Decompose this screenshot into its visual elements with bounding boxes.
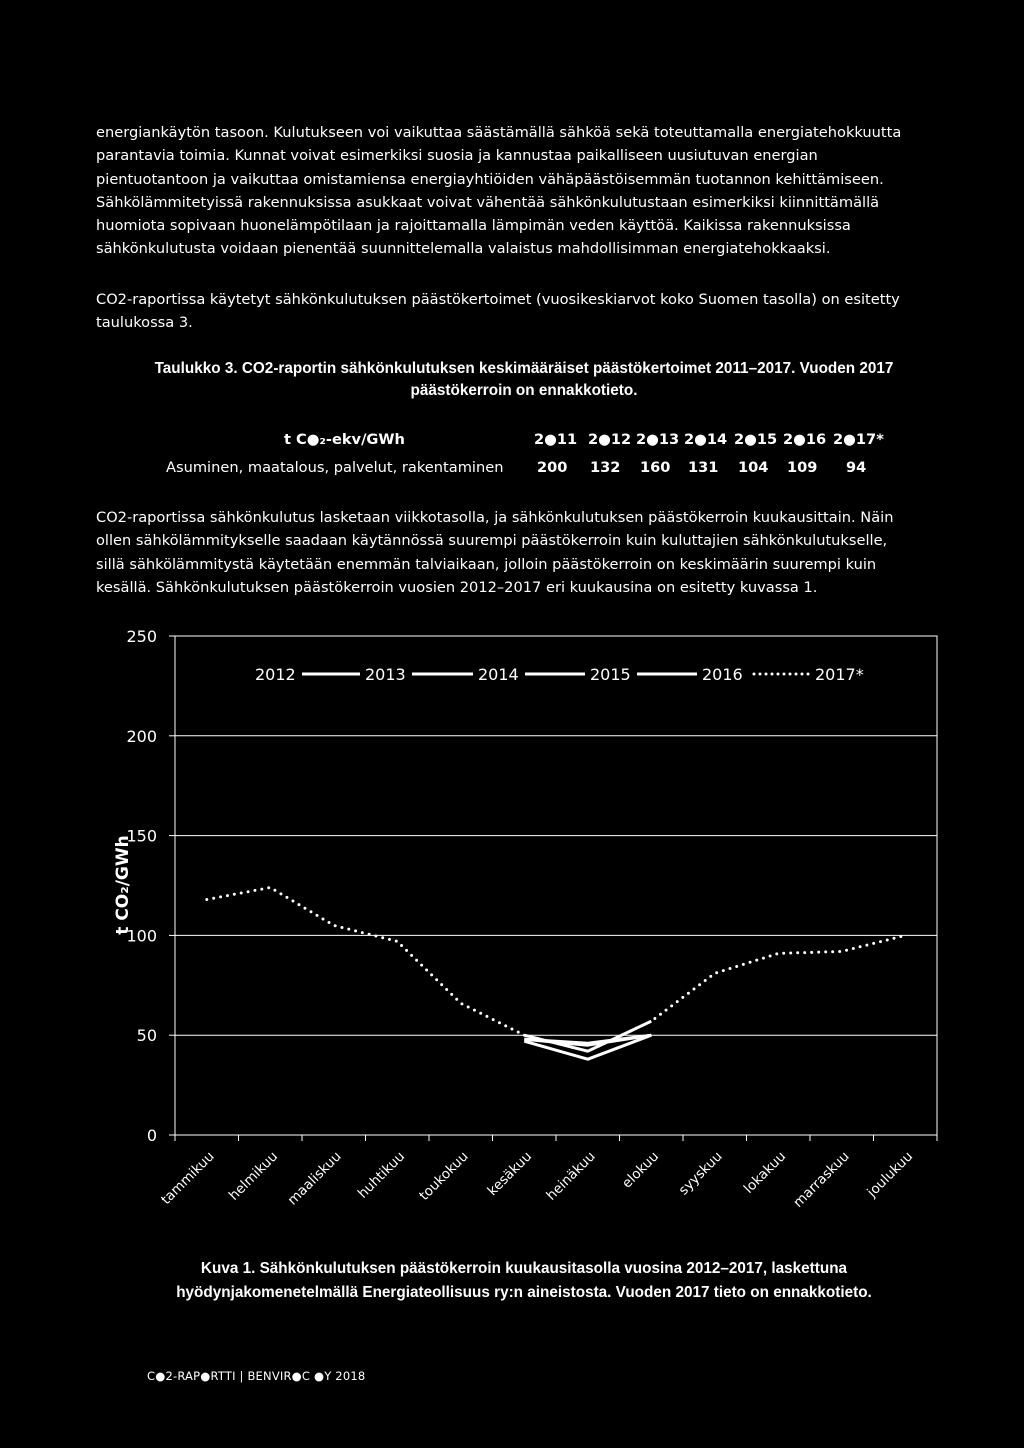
year-header: 2●16 xyxy=(783,431,827,448)
y-tick-label: 0 xyxy=(146,1126,157,1145)
caption-line: päästökerroin on ennakkotieto. xyxy=(410,382,638,399)
x-tick-label: marraskuu xyxy=(790,1148,853,1211)
x-tick-label: syyskuu xyxy=(675,1148,726,1199)
legend-label: 2012 xyxy=(255,665,296,684)
table-value: 160 xyxy=(640,459,671,476)
y-axis-label: t CO₂/GWh xyxy=(113,835,133,935)
y-tick-label: 50 xyxy=(136,1026,157,1046)
text-line: taulukossa 3. xyxy=(96,314,193,332)
x-tick-label: huhtikuu xyxy=(354,1148,409,1202)
y-tick-label: 200 xyxy=(126,726,157,746)
year-header: 2●14 xyxy=(684,431,728,448)
text-line: kesällä. Sähkönkulutuksen päästökerroin vuosien 2012–2017 eri kuukausina on esitetty kuvassa 1. xyxy=(96,578,818,596)
text-line: CO2-raportissa käytetyt sähkönkulutuksen päästökertoimet (vuosikeskiarvot koko Suomen tasolla) on esitetty xyxy=(96,291,900,308)
table-value: 94 xyxy=(846,459,867,476)
text-line: ollen sähkölämmitykselle saadaan käytännössä suurempi päästökerroin kuin kuluttajien sähkönkulutukselle, xyxy=(96,532,888,550)
table-value: 109 xyxy=(787,459,818,476)
x-tick-label: heinäkuu xyxy=(543,1148,599,1204)
text-line: CO2-raportissa sähkönkulutus lasketaan viikkotasolla, ja sähkönkulutuksen päästökerroin kuukausittain. Näin xyxy=(96,509,894,526)
caption-line: hyödynjakomenetelmällä Energiateollisuus ry:n aineistosta. Vuoden 2017 tieto on ennakkotieto. xyxy=(176,1284,872,1301)
y-tick-label: 250 xyxy=(126,627,157,646)
legend-label: 2016 xyxy=(702,665,743,684)
text-line: pientuotantoon ja vaikuttaa omistamiensa energiayhtiöiden vähäpäästöisemmän tuotannon kehittämiseen. xyxy=(96,170,884,188)
x-tick-label: lokakuu xyxy=(740,1148,790,1197)
year-header: 2●15 xyxy=(734,431,778,448)
row-label: Asuminen, maatalous, palvelut, rakentaminen xyxy=(166,459,504,476)
caption-line: Taulukko 3. CO2-raportin sähkönkulutuksen keskimääräiset päästökertoimet 2011–2017. Vuoden 2017 xyxy=(154,360,894,377)
legend-label: 2017* xyxy=(815,665,864,684)
plot-frame xyxy=(175,636,937,1135)
text-line: sähkönkulutusta voidaan pienentää suunnittelemalla valaistus mahdollisimman energiatehokkaaksi. xyxy=(96,240,831,258)
year-header: 2●13 xyxy=(636,431,680,448)
x-tick-label: tammikuu xyxy=(158,1148,218,1209)
text-line: sillä sähkölämmitystä käytetään enemmän talviaikaan, jolloin päästökerroin on keskimäärin suurempi kuin xyxy=(96,555,877,573)
caption-line: Kuva 1. Sähkönkulutuksen päästökerroin kuukausitasolla vuosina 2012–2017, laskettuna xyxy=(200,1260,848,1277)
legend-label: 2015 xyxy=(590,665,631,684)
x-tick-label: kesäkuu xyxy=(484,1148,536,1200)
y-tick-label: 100 xyxy=(126,926,157,946)
series-line-2017 xyxy=(207,888,906,1052)
year-header: 2●11 xyxy=(534,431,578,448)
text-line: energiankäytön tasoon. Kulutukseen voi vaikuttaa säästämällä sähköä sekä toteuttamalla energiatehokkuutta xyxy=(96,124,902,141)
legend-label: 2014 xyxy=(478,665,519,684)
unit-header: t C●₂-ekv/GWh xyxy=(284,431,405,448)
table-value: 104 xyxy=(738,459,769,476)
legend-label: 2013 xyxy=(365,665,406,684)
x-tick-label: elokuu xyxy=(619,1148,663,1192)
table-value: 131 xyxy=(688,459,719,476)
figure-caption xyxy=(96,1257,952,1305)
year-header: 2●17* xyxy=(833,431,884,448)
x-tick-label: joulukuu xyxy=(864,1148,917,1201)
x-tick-label: toukokuu xyxy=(416,1148,472,1204)
table-value: 132 xyxy=(590,459,621,476)
page-footer: C●2-RAP●RTTI | BENVIR●C ●Y 2018 xyxy=(147,1369,366,1383)
table-value: 200 xyxy=(537,459,568,476)
text-line: Sähkölämmitetyissä rakennuksissa asukkaat voivat vähentää sähkönkulutustaan esimerkiksi kiinnittämällä xyxy=(96,193,880,211)
text-line: parantavia toimia. Kunnat voivat esimerkiksi suosia ja kannustaa paikalliseen uusiutuvan energian xyxy=(96,147,818,165)
y-tick-label: 150 xyxy=(126,826,157,846)
year-header: 2●12 xyxy=(588,431,632,448)
x-tick-label: helmikuu xyxy=(225,1148,282,1204)
x-tick-label: maaliskuu xyxy=(284,1148,345,1209)
text-line: huomiota sopivaan huonelämpötilaan ja rajoittamalla lämpimän veden käyttöä. Kaikissa rakennuksissa xyxy=(96,217,851,235)
